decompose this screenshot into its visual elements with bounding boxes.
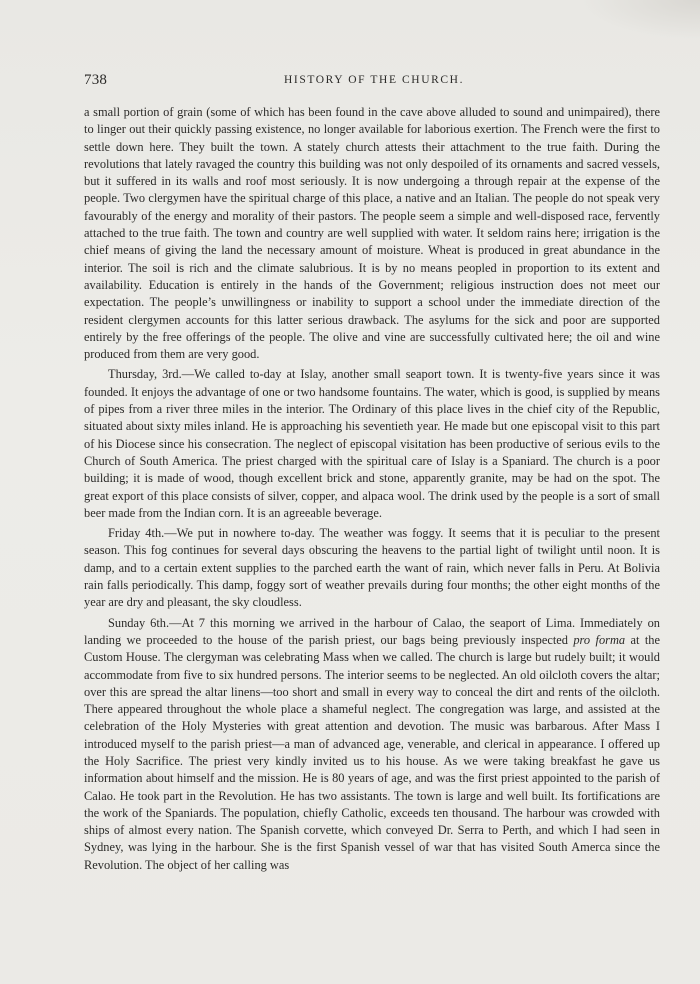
page-header <box>84 72 660 92</box>
paragraph-sunday-text-end: at the Custom House. The clergyman was celebrating Mass when we called. The church is large but rudely built; it would accommodate from five to six hundred persons. The interior seems to be neglected. An old oilcloth covers the altar; over this are spread the altar linens—too short and small in every way to conceal the dirt and rents of the oilcloth. There appeared throughout the whole place a shameful neglect. The congregation was large, and assisted at the celebration of the Holy Mysteries with great attention and devotion. The music was barbarous. After Mass I introduced myself to the parish priest—a man of advanced age, venerable, and clerical in appearance. I offered up the Holy Sacrifice. The priest very kindly invited us to his house. As we were taking breakfast he gave us information about himself and the mission. He is 80 years of age, and was the first priest appointed to the parish of Calao. He took part in the Revolution. He has two assistants. The town is large and well built. Its fortifications are the work of the Spaniards. The population, chiefly Catholic, exceeds ten thousand. The harbour was crowded with ships of almost every nation. The Spanish corvette, which conveyed Dr. Serra to Perth, and which I had seen in Sydney, was lying in the harbour. She is the first Spanish vessel of war that has visited South Amerca since the Revolution. The object of her calling was <box>84 632 660 872</box>
paragraph-thursday: Thursday, 3rd.—We called to-day at Islay, another small seaport town. It is twenty-five years since it was founded. It enjoys the advantage of one or two handsome fountains. The water, which is good, is supplied by means of pipes from a river three miles in the interior. The Ordinary of this place lives in the chief city of the Republic, situated about sixty miles inland. He is approaching his seventieth year. He made but one episcopal visit to this part of his Diocese since his consecration. The neglect of episcopal visitation has been productive of serious evils to the Church of South America. The priest charged with the spiritual care of Islay is a Spaniard. The church is a poor building; it is made of wood, though excellent brick and stone, apparently granite, may be had on the spot. The great export of this place consists of silver, copper, and alpaca wool. The drink used by the people is a sort of small beer made from the Indian corn. It is an agreeable beverage. <box>84 367 660 520</box>
body-text <box>84 104 660 874</box>
running-head: HISTORY OF THE CHURCH. <box>284 74 465 86</box>
paragraph-friday: Friday 4th.—We put in nowhere to-day. The weather was foggy. It seems that it is peculiar to the present season. This fog continues for several days obscuring the heavens to the partial light of twilight until noon. It is damp, and to a certain extent supplies to the parched earth the want of rain, which never falls in Peru. At Bolivia rain falls periodically. This damp, foggy sort of weather prevails during four months; the other eight months of the year are dry and pleasant, the sky cloudless. <box>84 526 660 610</box>
page-number: 738 <box>84 72 108 88</box>
page-corner-shadow <box>580 0 700 40</box>
paragraph-sunday-text-start: Sunday 6th.—At 7 this morning we arrived in the harbour of Calao, the seaport of Lima. Immediately on landing we proceeded to the house of the parish priest, our bags being previously inspected <box>84 615 660 647</box>
paragraph-continuation: a small portion of grain (some of which has been found in the cave above alluded to sound and unimpaired), there to linger out their quickly passing existence, no longer available for laborious exertion. The French were the first to settle down here. They built the town. A stately church attests their attachment to the true faith. During the revolutions that lately ravaged the country this building was not only despoiled of its ornaments and sacred vessels, but it suffered in its walls and roof most seriously. It is now undergoing a through repair at the expense of the people. Two clergymen have the spiritual charge of this place, a native and an Italian. The people do not speak very favourably of the energy and morality of their pastors. The people seem a simple and well-disposed race, fervently attached to the true faith. The town and country are well supplied with water. It seldom rains here; irrigation is the chief means of giving the land the necessary amount of moisture. Wheat is produced in great abundance in the interior. The soil is rich and the climate salubrious. It is by no means peopled in proportion to its extent and availability. Education is entirely in the hands of the Government; religious instruction does not meet our expectation. The people’s unwillingness or inability to support a school under the immediate direction of the resident clergymen accounts for this latter serious drawback. The asylums for the sick and poor are supported entirely by the free offerings of the people. The olive and vine are successfully cultivated here; the oil and wine produced from them are very good. <box>84 105 660 362</box>
italic-phrase: pro forma <box>573 632 626 647</box>
paragraph-sunday <box>84 615 660 874</box>
